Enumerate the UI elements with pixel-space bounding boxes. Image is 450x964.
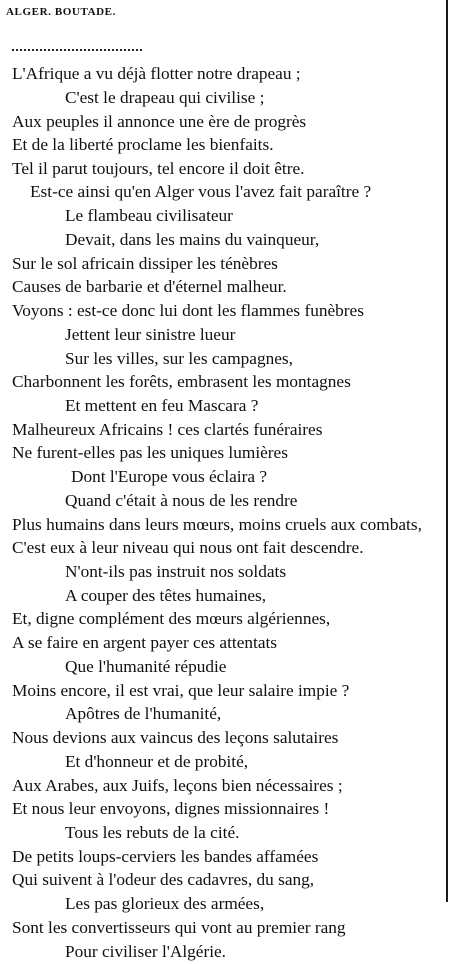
poem-line: N'ont-ils pas instruit nos soldats: [65, 562, 287, 581]
poem-line: Dont l'Europe vous éclaira ?: [71, 467, 268, 486]
poem-line: Voyons : est-ce donc lui dont les flammes funèbres: [12, 301, 364, 320]
poem-line: Aux Arabes, aux Juifs, leçons bien nécessaires ;: [12, 776, 343, 795]
poem-line: A couper des têtes humaines,: [65, 586, 267, 605]
poem-line: A se faire en argent payer ces attentats: [12, 633, 278, 652]
poem-line: Plus humains dans leurs mœurs, moins cruels aux combats,: [12, 515, 422, 534]
poem-line: L'Afrique a vu déjà flotter notre drapeau ;: [12, 64, 301, 83]
poem-line: Sur les villes, sur les campagnes,: [65, 349, 293, 368]
poem-line: C'est le drapeau qui civilise ;: [65, 88, 265, 107]
poem-line: Ne furent-elles pas les uniques lumières: [12, 443, 288, 462]
poem-line: Est-ce ainsi qu'en Alger vous l'avez fait paraître ?: [30, 182, 372, 201]
poem-line: Et mettent en feu Mascara ?: [65, 396, 259, 415]
poem-line: Apôtres de l'humanité,: [65, 704, 222, 723]
poem-line: Le flambeau civilisateur: [65, 206, 233, 225]
poem-line: Les pas glorieux des armées,: [65, 894, 265, 913]
poem-line: Jettent leur sinistre lueur: [65, 325, 236, 344]
poem-line: Moins encore, il est vrai, que leur salaire impie ?: [12, 681, 350, 700]
dotted-separator: [12, 49, 142, 51]
poem-line: Et d'honneur et de probité,: [65, 752, 249, 771]
poem-line: Et, digne complément des mœurs algériennes,: [12, 609, 331, 628]
poem-line: De petits loups-cerviers les bandes affamées: [12, 847, 319, 866]
poem-line: C'est eux à leur niveau qui nous ont fait descendre.: [12, 538, 364, 557]
poem-line: Que l'humanité répudie: [65, 657, 227, 676]
poem-line: Aux peuples il annonce une ère de progrès: [12, 112, 307, 131]
poem-line: Causes de barbarie et d'éternel malheur.: [12, 277, 287, 296]
poem-line: Et nous leur envoyons, dignes missionnaires !: [12, 799, 330, 818]
poem-line: Malheureux Africains ! ces clartés funéraires: [12, 420, 323, 439]
poem-line: Tous les rebuts de la cité.: [65, 823, 240, 842]
page-edge-rule: [446, 0, 448, 902]
poem-line: Et de la liberté proclame les bienfaits.: [12, 135, 274, 154]
poem-line: Pour civiliser l'Algérie.: [65, 942, 227, 961]
poem-line: Sont les convertisseurs qui vont au premier rang: [12, 918, 346, 937]
running-header: ALGER. BOUTADE.: [6, 6, 116, 18]
poem-line: Tel il parut toujours, tel encore il doit être.: [12, 159, 305, 178]
poem-line: Sur le sol africain dissiper les ténèbres: [12, 254, 278, 273]
poem-line: Quand c'était à nous de les rendre: [65, 491, 298, 510]
poem-line: Qui suivent à l'odeur des cadavres, du sang,: [12, 870, 315, 889]
poem-line: Devait, dans les mains du vainqueur,: [65, 230, 320, 249]
poem-line: Charbonnent les forêts, embrasent les montagnes: [12, 372, 351, 391]
poem-line: Nous devions aux vaincus des leçons salutaires: [12, 728, 339, 747]
